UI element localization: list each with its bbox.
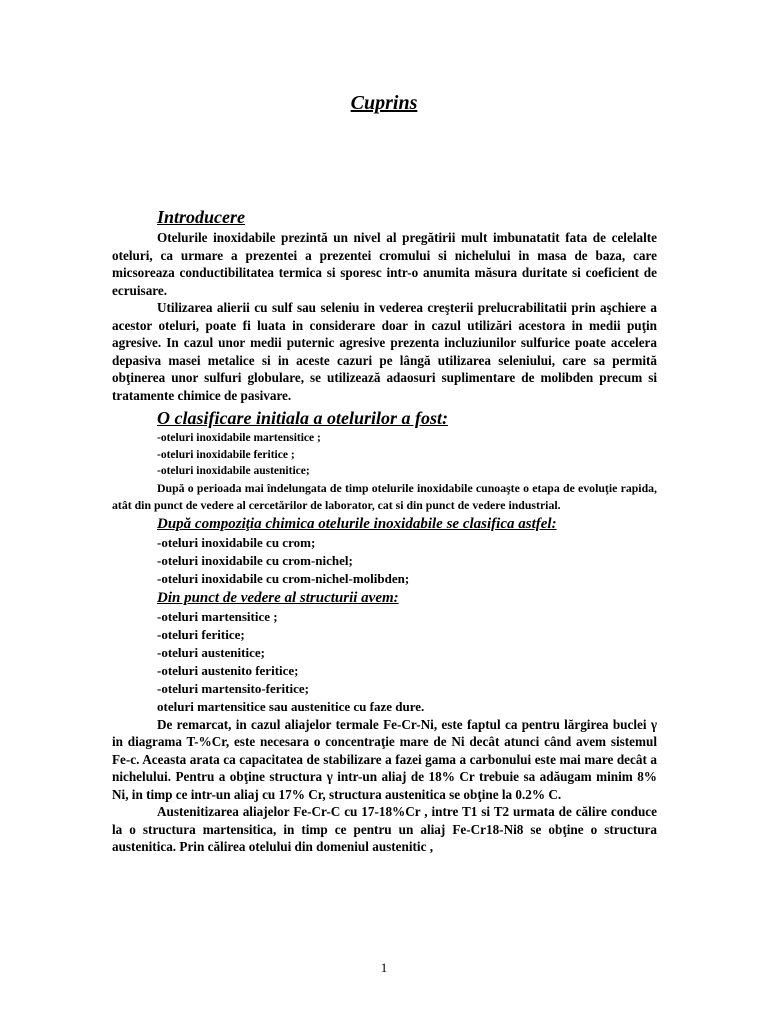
- list-item: oteluri martensitice sau austenitice cu faze dure.: [157, 698, 425, 714]
- list-item: -oteluri austenito feritice;: [157, 662, 299, 678]
- structure-list: [112, 608, 657, 716]
- list-item: -oteluri martensitice ;: [157, 608, 278, 624]
- classification-heading: O clasificare initiala a otelurilor a fost:: [157, 408, 448, 428]
- intro-paragraph-1: Otelurile inoxidabile prezintă un nivel al pregătirii mult imbunatatit fata de celelalte oteluri, ca urmare a prezentei a prezentei cromului si nichelului in masa de baza, care micsoreaza conductibilitatea termica si sporesc intr-o anumita măsura duritate si coeficient de ecruisare.: [112, 230, 657, 298]
- list-item: -oteluri inoxidabile cu crom;: [157, 534, 316, 550]
- page-number: 1: [380, 960, 388, 975]
- structure-heading: Din punct de vedere al structurii avem:: [157, 589, 399, 606]
- classification-list: [112, 430, 657, 480]
- composition-heading-text: După compoziţia chimica otelurile inoxidabile se clasifica astfel: [157, 515, 552, 532]
- list-item: -oteluri inoxidabile feritice ;: [157, 448, 295, 461]
- list-item: -oteluri inoxidabile cu crom-nichel-molibden;: [157, 570, 410, 586]
- intro-paragraph-2: Utilizarea alierii cu sulf sau seleniu in vederea creşterii prelucrabilitatii prin aşchiere a acestor oteluri, poate fi luata in considerare doar in cazul utilizări acestora in medii puţin agresive. In cazul unor medii puternic agresive prezenta incluziunilor sulfurice poate accelera depasiva masei metalice si in aceste cazuri pe lângă utilizarea seleniului, care sa permită obţinerea unor sulfuri globulare, se utilizează adaosuri suplimentare de molibden precum si tratamente chimice de pasivare.: [112, 300, 657, 403]
- list-item: -oteluri feritice;: [157, 626, 245, 642]
- composition-heading: [112, 514, 657, 534]
- page-title: Cuprins: [350, 92, 418, 114]
- list-item: -oteluri martensito-feritice;: [157, 680, 309, 696]
- composition-heading-colon: :: [551, 515, 557, 532]
- list-item: -oteluri inoxidabile martensitice ;: [157, 432, 321, 444]
- evolution-paragraph: După o perioada mai îndelungata de timp otelurile inoxidabile cunoaşte o etapa de evoluţie rapida, atât din punct de vedere al cercetărilor de laborator, cat si din punct de vedere industrial.: [112, 480, 657, 512]
- composition-list: [112, 534, 657, 588]
- document-body: [112, 205, 657, 856]
- list-item: -oteluri inoxidabile austenitice;: [157, 465, 310, 477]
- structure-paragraph-1: De remarcat, in cazul aliajelor termale Fe-Cr-Ni, este faptul ca pentru lărgirea buclei γ in diagrama T-%Cr, este necesara o concentraţie mare de Ni decât atunci când avem sistemul Fe-c. Aceasta arata ca capacitatea de stabilizare a fazei gama a carbonului este mai mare decât a nichelului. Pentru a obţine structura γ intr-un aliaj de 18% Cr trebuie sa adăugam minim 8% Ni, in timp ce intr-un aliaj cu 17% Cr, structura austenitica se obţine la 0.2% C.: [112, 716, 657, 802]
- list-item: -oteluri inoxidabile cu crom-nichel;: [157, 552, 353, 568]
- list-item: -oteluri austenitice;: [157, 644, 265, 660]
- structure-paragraph-2: Austenitizarea aliajelor Fe-Cr-C cu 17-18%Cr , intre T1 si T2 urmata de călire conduce la o structura martensitica, in timp ce pentru un aliaj Fe-Cr18-Ni8 se obţine o structura austenitica. Prin călirea otelului din domeniul austenitic ,: [112, 804, 657, 854]
- intro-heading: Introducere: [157, 207, 246, 227]
